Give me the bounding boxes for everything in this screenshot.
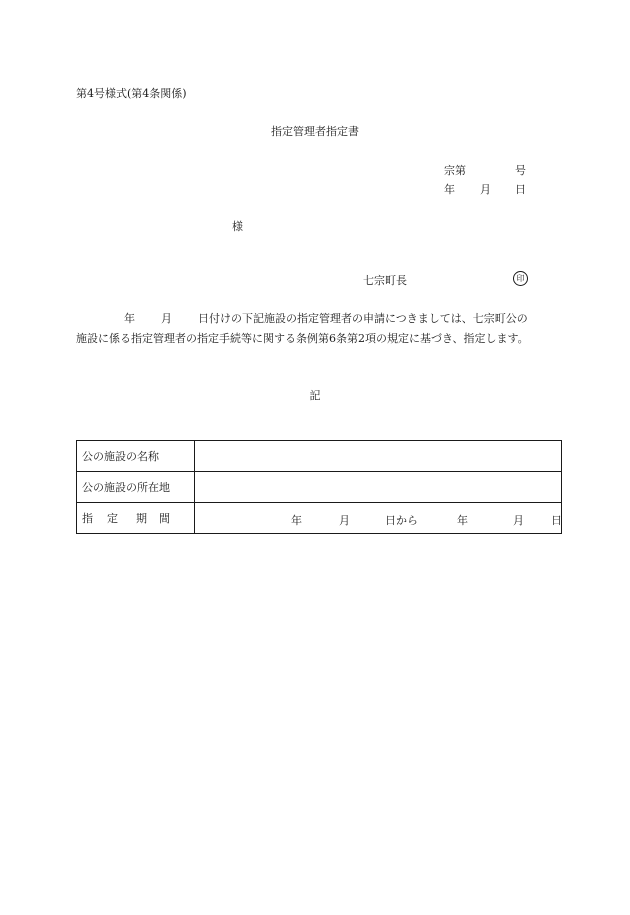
document-title: 指定管理者指定書 xyxy=(271,125,359,138)
period-label-char: 定 xyxy=(107,512,118,525)
document-number-prefix: 宗第 xyxy=(444,164,466,177)
recipient-honorific: 様 xyxy=(232,220,243,233)
body-month-label: 月 xyxy=(161,312,172,325)
table-row xyxy=(77,503,562,534)
facility-location-label: 公の施設の所在地 xyxy=(77,472,195,503)
date-day-label: 日 xyxy=(515,183,526,196)
designation-period-label xyxy=(77,503,195,534)
date-year-label: 年 xyxy=(444,183,455,196)
period-label-char: 期 xyxy=(136,512,147,525)
period-start-day: 日から xyxy=(385,514,418,527)
date-month-label: 月 xyxy=(480,183,491,196)
period-start-month: 月 xyxy=(339,514,350,527)
body-text-line-2: 施設に係る指定管理者の指定手続等に関する条例第6条第2項の規定に基づき、指定します。 xyxy=(76,332,529,345)
period-end-month: 月 xyxy=(513,514,524,527)
table-row xyxy=(77,472,562,503)
body-year-label: 年 xyxy=(124,312,135,325)
period-start-year: 年 xyxy=(291,514,302,527)
period-label-char: 間 xyxy=(159,512,170,525)
designation-period-field[interactable] xyxy=(195,503,562,534)
form-number-label: 第4号様式(第4条関係) xyxy=(76,87,187,100)
period-end-year: 年 xyxy=(457,514,468,527)
facility-name-label: 公の施設の名称 xyxy=(77,441,195,472)
table-row xyxy=(77,441,562,472)
ki-heading: 記 xyxy=(309,389,321,402)
period-end-day: 日 xyxy=(551,514,562,527)
facility-details-table xyxy=(76,440,562,534)
seal-stamp-icon: 印 xyxy=(513,271,528,286)
document-number-suffix: 号 xyxy=(515,164,526,177)
body-line1-text: 日付けの下記施設の指定管理者の申請につきましては、七宗町公の xyxy=(198,312,528,325)
issuer-name: 七宗町長 xyxy=(363,274,407,287)
facility-name-field[interactable] xyxy=(195,441,562,472)
period-label-char: 指 xyxy=(82,512,93,525)
body-text-line-1 xyxy=(124,310,528,326)
facility-location-field[interactable] xyxy=(195,472,562,503)
